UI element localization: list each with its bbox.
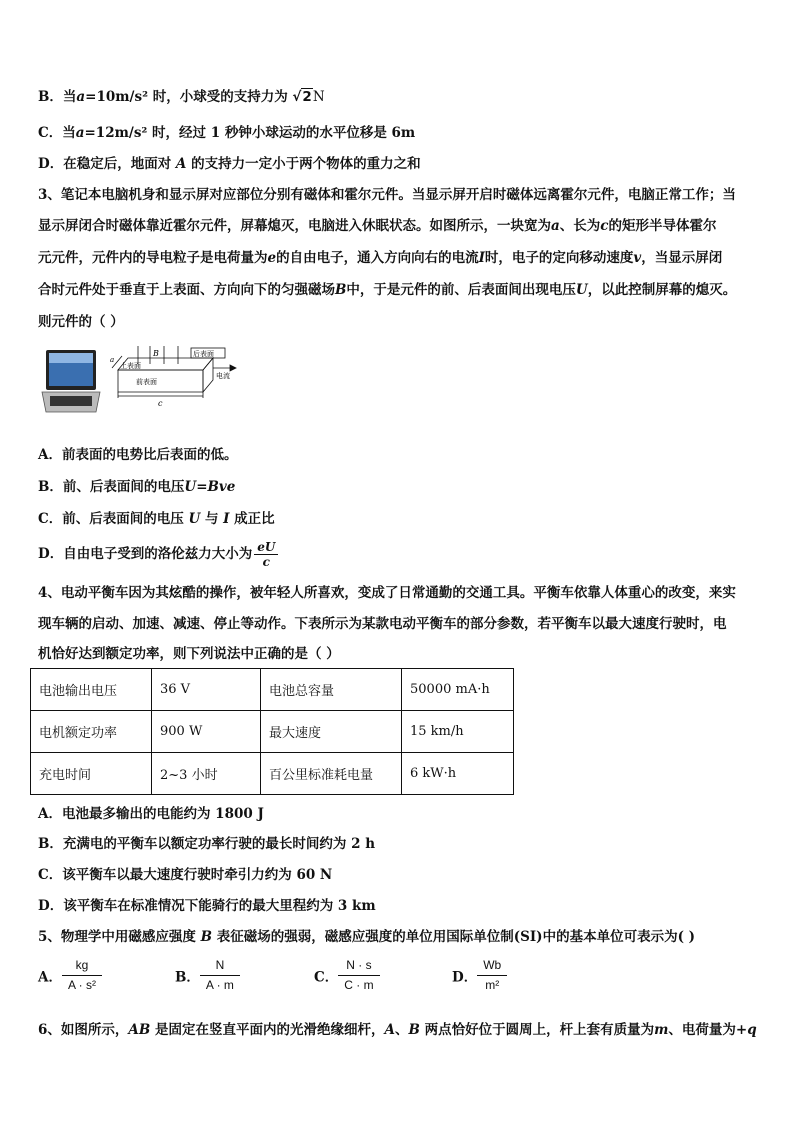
q4-stem-line1: 4、电动平衡车因为其炫酷的操作，被年轻人所喜欢，变成了日常通勤的交通工具。平衡车依靠人体重心的改变，来实 (38, 585, 736, 601)
q2-option-c: C．当a=12m/s² 时，经过 1 秒钟小球运动的水平位移是 6m (38, 125, 416, 141)
table-cell: 电池输出电压 (31, 669, 152, 711)
q5-option-a: A． $\frac{kg}{\text{A · s²}}$ (38, 958, 102, 993)
q3-stem-line1: 3、笔记本电脑机身和显示屏对应部位分别有磁体和霍尔元件。当显示屏开启时磁体远离霍尔元件，电脑正常工作；当 (38, 187, 736, 203)
q3-option-c: C．前、后表面间的电压 U 与 I 成正比 (38, 511, 275, 527)
q3-stem-line4: 合时元件处于垂直于上表面、方向向下的匀强磁场B中，于是元件的前、后表面间出现电压U，以此控制屏幕的熄灭。 (38, 282, 737, 298)
q3-stem-line5: 则元件的（ ） (38, 314, 124, 330)
fig-label-current: 电流 (216, 372, 230, 380)
table-cell: 15 km/h (402, 711, 514, 753)
fig-label-front-surface: 前表面 (136, 378, 157, 386)
q5-option-d: D． $\frac{Wb}{\text{m²}}$ (452, 958, 507, 993)
unit-fraction: $\frac{N}{A \cdot m}$ (200, 958, 240, 993)
q2-option-d: D．在稳定后，地面对 A 的支持力一定小于两个物体的重力之和 (38, 156, 421, 172)
fig-label-top-surface: 上表面 (120, 362, 141, 370)
table-row (31, 711, 514, 753)
table-cell: 2~3 小时 (152, 753, 261, 795)
q5-option-c: C． $\frac{N \cdot s}{C \cdot m}$ (314, 958, 380, 993)
unit-fraction: $\frac{N \cdot s}{C \cdot m}$ (338, 958, 379, 993)
table-cell: 6 kW·h (402, 753, 514, 795)
table-cell: 最大速度 (261, 711, 402, 753)
fraction-eu-over-c: $\frac{eU}{c}$ (254, 540, 278, 569)
sqrt-expression: √2 (292, 89, 312, 105)
table-row (31, 669, 514, 711)
hall-element-figure (38, 346, 238, 426)
q5-stem: 5、物理学中用磁感应强度 B 表征磁场的强弱，磁感应强度的单位用国际单位制(SI)中的基本单位可表示为( ) (38, 929, 696, 945)
q4-stem-line3: 机恰好达到额定功率，则下列说法中正确的是（ ） (38, 646, 340, 662)
parameter-table (30, 668, 514, 795)
q3-option-d: D．自由电子受到的洛伦兹力大小为 $\frac{eU}{c}$ (38, 538, 278, 570)
laptop-icon (42, 350, 100, 412)
unit-fraction: $\frac{kg}{\text{A · s²}}$ (62, 958, 102, 993)
q3-stem-line3: 元元件，元件内的导电粒子是电荷量为e的自由电子，通入方向向右的电流I时，电子的定向移动速度v，当显示屏闭 (38, 250, 723, 266)
q3-option-b: B．前、后表面间的电压U=Bve (38, 479, 236, 495)
q2-option-b: B．当a=10m/s² 时，小球受的支持力为 √2N (38, 89, 325, 105)
q4-option-b: B．充满电的平衡车以额定功率行驶的最长时间约为 2 h (38, 836, 376, 852)
table-cell: 50000 mA·h (402, 669, 514, 711)
table-row (31, 753, 514, 795)
table-cell: 充电时间 (31, 753, 152, 795)
fig-label-b: B (153, 349, 159, 358)
q4-stem-line2: 现车辆的启动、加速、减速、停止等动作。下表所示为某款电动平衡车的部分参数，若平衡车以最大速度行驶时，电 (38, 616, 727, 632)
fig-label-back-surface: 后表面 (193, 350, 214, 358)
table-cell: 电机额定功率 (31, 711, 152, 753)
table-cell: 900 W (152, 711, 261, 753)
q5-option-b: B． $\frac{N}{A \cdot m}$ (175, 958, 240, 993)
q4-option-c: C．该平衡车以最大速度行驶时牵引力约为 60 N (38, 867, 333, 883)
q6-stem: 6、如图所示，AB 是固定在竖直平面内的光滑绝缘细杆，A、B 两点恰好位于圆周上，杆上套有质量为m、电荷量为+q (38, 1022, 757, 1038)
q3-option-a: A．前表面的电势比后表面的低。 (38, 447, 238, 463)
table-cell: 电池总容量 (261, 669, 402, 711)
table-cell: 36 V (152, 669, 261, 711)
q4-option-a: A．电池最多输出的电能约为 1800 J (38, 806, 264, 822)
q3-stem-line2: 显示屏闭合时磁体靠近霍尔元件，屏幕熄灭，电脑进入休眠状态。如图所示，一块宽为a、长为c的矩形半导体霍尔 (38, 218, 717, 234)
table-cell: 百公里标准耗电量 (261, 753, 402, 795)
fig-label-a: a (110, 356, 115, 364)
fig-label-c: c (158, 399, 163, 408)
q4-option-d: D．该平衡车在标准情况下能骑行的最大里程约为 3 km (38, 898, 376, 914)
unit-fraction: $\frac{Wb}{\text{m²}}$ (477, 958, 507, 993)
